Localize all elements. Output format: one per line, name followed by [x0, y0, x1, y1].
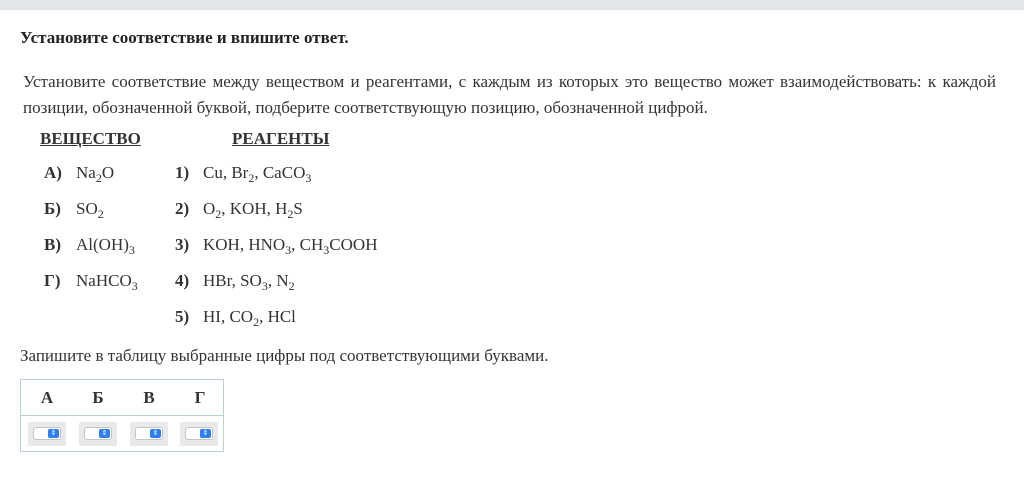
answer-select-v[interactable] — [130, 422, 168, 446]
select-box[interactable] — [84, 427, 112, 440]
reagent-formula: $O_2$, KOH, $H_2S$ — [203, 199, 303, 221]
substance-formula: $SO_2$ — [76, 199, 104, 221]
answer-column-letter: Б — [92, 388, 104, 407]
select-stepper-icon: ⇕ — [200, 429, 211, 438]
answer-table — [20, 379, 224, 452]
answer-select-g[interactable] — [180, 422, 218, 446]
instruction-text: Запишите в таблицу выбранные цифры под соответствующими буквами. — [20, 346, 549, 365]
select-stepper-icon: ⇕ — [48, 429, 59, 438]
answer-column-letter: А — [40, 388, 54, 407]
reagent-number: 1) — [175, 163, 190, 182]
reagents-column-header: РЕАГЕНТЫ — [232, 129, 330, 148]
top-bar — [0, 0, 1024, 10]
question-heading: Установите соответствие и впишите ответ. — [20, 28, 349, 47]
reagent-formula: KOH, $HNO_3$, $CH_3COOH$ — [203, 235, 378, 257]
substance-formula: $Na_2O$ — [76, 163, 115, 185]
answer-column-letter: В — [143, 388, 155, 407]
substance-formula: $Al(OH)_3$ — [76, 235, 135, 257]
answer-select-b[interactable] — [79, 422, 117, 446]
select-box[interactable] — [185, 427, 213, 440]
answer-column-letter: Г — [194, 388, 206, 407]
reagent-number: 4) — [175, 271, 190, 290]
substance-letter: Б) — [44, 199, 61, 218]
select-box[interactable] — [135, 427, 163, 440]
select-stepper-icon: ⇕ — [99, 429, 110, 438]
answer-select-a[interactable] — [28, 422, 66, 446]
substance-letter: А) — [44, 163, 62, 182]
reagent-number: 3) — [175, 235, 190, 254]
task-text: Установите соответствие между веществом и реагентами, с каждым из которых это вещество может взаимодействовать: к каждой позиции, обозначенной буквой, подберите соответствующую позицию, обозначенной цифрой. — [23, 72, 996, 117]
reagent-formula: HBr, $SO_3$, $N_2$ — [203, 271, 295, 293]
select-box[interactable] — [33, 427, 61, 440]
substance-formula: NaHCO$_3$ — [76, 271, 138, 293]
reagent-formula: HI, $CO_2$, HCl — [203, 307, 296, 329]
substance-letter: Г) — [44, 271, 61, 290]
substance-column-header: ВЕЩЕСТВО — [40, 129, 141, 148]
select-stepper-icon: ⇕ — [150, 429, 161, 438]
reagent-number: 2) — [175, 199, 190, 218]
substance-letter: В) — [44, 235, 61, 254]
reagent-number: 5) — [175, 307, 190, 326]
reagent-formula: Cu, $Br_2$, CaCO$_3$ — [203, 163, 312, 185]
table-divider — [21, 415, 223, 416]
